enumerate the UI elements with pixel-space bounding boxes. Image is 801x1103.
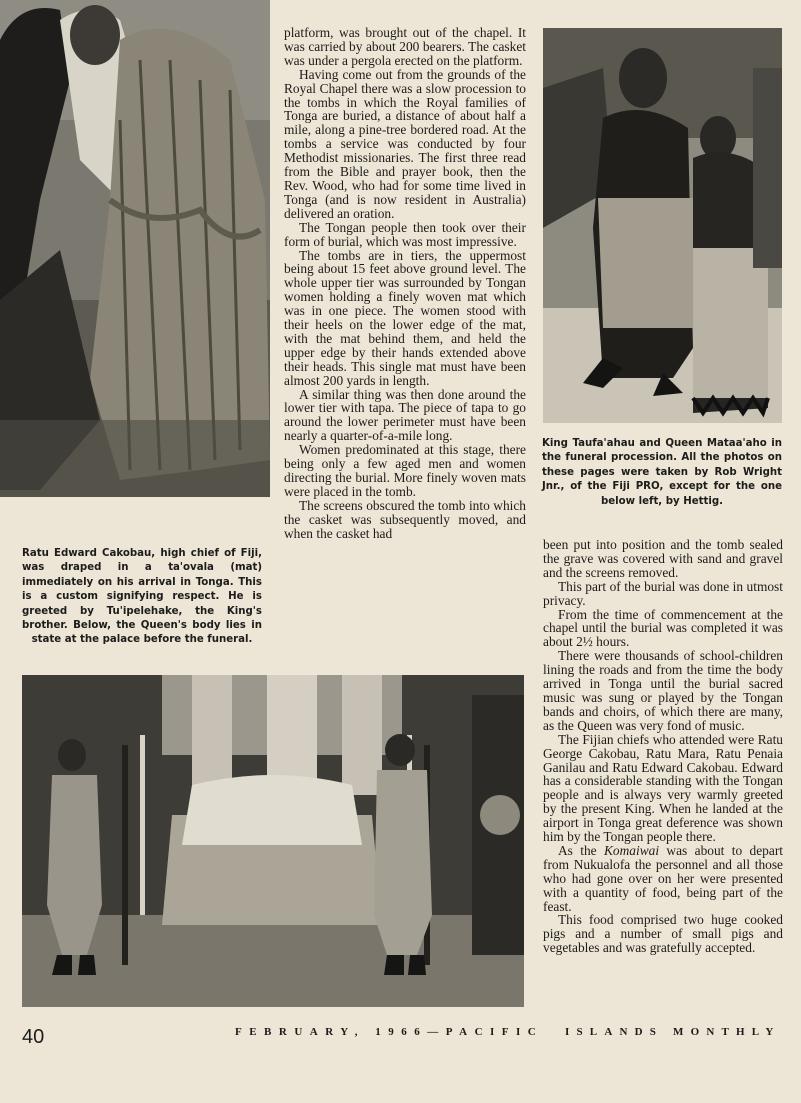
photo-ratu-edward-greeting xyxy=(0,0,270,497)
text-run: was about to depart from Nukualofa the personnel and all those who had gone over on her were presented with a quantity of food, being part of the feast. xyxy=(543,842,784,914)
article-column-right xyxy=(543,538,783,955)
article-column-middle xyxy=(284,26,526,541)
article-paragraph: platform, was brought out of the chapel. It was carried by about 200 bearers. The casket was under a pergola erected on the platform. xyxy=(284,25,526,68)
article-paragraph: been put into position and the tomb sealed the grave was covered with sand and gravel and the screens removed. xyxy=(543,537,783,580)
article-paragraph-komaiwai xyxy=(543,844,783,914)
page-footer xyxy=(22,1022,782,1052)
article-paragraph: This food comprised two huge cooked pigs and a number of small pigs and vegetables and was gratefully accepted. xyxy=(543,912,783,956)
photo-caption-right: King Taufa'ahau and Queen Mataa'aho in the funeral procession. All the photos on these pages were taken by Rob Wright Jnr., of the Fiji PRO, except for the one below left, by Hettig. xyxy=(542,438,782,507)
article-paragraph: The Tongan people then took over their form of burial, which was most impressive. xyxy=(284,219,526,249)
article-paragraph: The Fijian chiefs who attended were Ratu George Cakobau, Ratu Mara, Ratu Penaia Ganilau and Ratu Edward Cakobau. Edward has a considerable standing with the Tongan people and is always very warmly greeted by the present King. When he landed at the airport in Tonga great deference was shown him by the Tongan people there. xyxy=(543,731,783,845)
photo-king-queen-procession xyxy=(543,28,782,423)
article-paragraph: Having come out from the grounds of the Royal Chapel there was a slow procession to the tombs in which the Royal families of Tonga are buried, a distance of about half a mile, along a pine-tree bordered road. At the tombs a service was conducted by four Methodist missionaries. The first three read from the Bible and prayer book, then the Rev. Wood, who had for some time lived in Tonga (and is now resident in Australia) delivered an oration. xyxy=(284,66,526,221)
article-paragraph: The screens obscured the tomb into which the casket was subsequently moved, and when the casket had xyxy=(284,497,526,541)
article-paragraph: The tombs are in tiers, the uppermost being about 15 feet above ground level. The whole upper tier was surrounded by Tongan women holding a finely woven mat which was in one piece. The women stood with their heels on the lower edge of the mat, with the mat behind them, and held the upper edge by their hands extended above their heads. This single mat must have been almost 200 yards in length. xyxy=(284,247,526,388)
ship-name: Komaiwai xyxy=(604,842,660,858)
article-paragraph: This part of the burial was done in utmost privacy. xyxy=(543,578,783,608)
footer-issue-date: FEBRUARY, 1966—PACIFIC xyxy=(235,1026,544,1038)
article-paragraph: There were thousands of school-children lining the roads and from the time the body arrived in Tonga until the burial sacred music was sung or played by the Tongan bands and choirs, of which there are many, as the Queen was very fond of music. xyxy=(543,648,783,733)
footer-publication: ISLANDS MONTHLY xyxy=(565,1026,781,1038)
photo-caption-left: Ratu Edward Cakobau, high chief of Fiji, was draped in a ta'ovala (mat) immediately on his arrival in Tonga. This is a custom signifying respect. He is greeted by Tu'ipelehake, the King's brother. Below, the Queen's body lies in state at the palace before the funeral. xyxy=(22,548,262,646)
article-paragraph: Women predominated at this stage, there being only a few aged men and women directing the burial. More finely woven mats were placed in the tomb. xyxy=(284,442,526,499)
article-paragraph: From the time of commencement at the chapel until the burial was completed it was about 2½ hours. xyxy=(543,606,783,650)
photo-queen-lying-in-state xyxy=(22,675,524,1007)
text-run: As the xyxy=(558,842,604,858)
article-paragraph: A similar thing was then done around the lower tier with tapa. The piece of tapa to go around the lower perimeter must have been nearly a quarter-of-a-mile long. xyxy=(284,386,526,444)
page-number: 40 xyxy=(22,1026,45,1048)
